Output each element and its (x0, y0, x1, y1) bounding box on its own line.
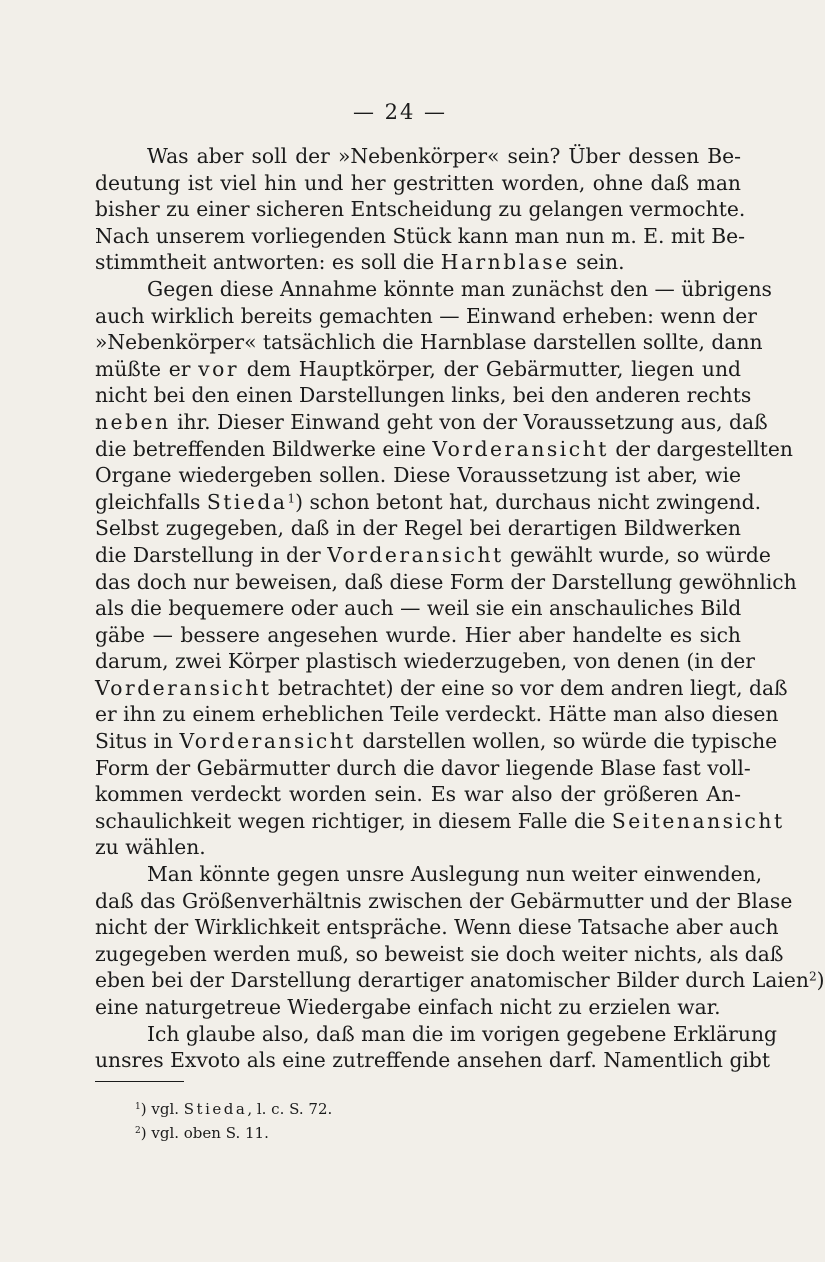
text-line: er ihn zu einem erheblichen Teile verdeckt. Hätte man also diesen (95, 702, 779, 727)
text-line: als die bequemere oder auch — weil sie ein anschauliches Bild (95, 596, 742, 621)
spaced-emphasis: Vorderansicht (179, 729, 356, 754)
spaced-emphasis: Seitenansicht (611, 808, 785, 833)
text-line: daß das Größenverhältnis zwischen der Gebärmutter und der Blase (95, 888, 793, 913)
text-line (95, 808, 785, 835)
text-line (95, 249, 741, 276)
text-line: gäbe — bessere angesehen wurde. Hier aber handelte es sich (95, 622, 741, 647)
spaced-emphasis: Stieda (183, 1100, 248, 1118)
text-line: Nach unserem vorliegenden Stück kann man nun m. E. mit Be- (95, 223, 746, 248)
text-line (95, 542, 771, 569)
page-number: — 24 — (352, 100, 448, 124)
text-line (95, 436, 793, 463)
text-line: nicht der Wirklichkeit entspräche. Wenn diese Tatsache aber auch (95, 915, 779, 940)
text-segment: die Darstellung in der (95, 542, 328, 567)
text-line: unsres Exvoto als eine zutreffende ansehen darf. Namentlich gibt (95, 1048, 771, 1073)
text-segment: »Nebenkörper« tatsächlich die Harnblase darstellen sollte, dann (95, 330, 763, 355)
text-line: gleichfalls Stieda$^1$) schon betont hat, durchaus nicht zwingend. (95, 489, 762, 514)
text-line: kommen verdeckt worden sein. Es war also der größeren An- (95, 782, 741, 807)
text-segment: eben bei der Darstellung derartiger anatomischer Bilder durch Laien (95, 968, 809, 993)
text-line (95, 728, 778, 755)
footnotes (135, 1097, 332, 1145)
text-segment: stimmtheit antworten: es soll die (95, 250, 441, 275)
spaced-emphasis: Vorderansicht (432, 436, 609, 461)
text-line (95, 675, 788, 702)
text-line: Organe wiedergeben sollen. Diese Voraussetzung ist aber, wie (95, 463, 741, 488)
spaced-emphasis: Stieda (206, 489, 288, 514)
body-text (95, 143, 825, 1074)
text-line (95, 409, 768, 436)
footnote-mark: 1 (135, 1102, 141, 1113)
text-segment: dem Hauptkörper, der Gebärmutter, liegen und (239, 356, 741, 381)
text-line: Gegen diese Annahme könnte man zunächst den — übrigens (147, 276, 772, 301)
text-segment: Situs in (95, 729, 180, 754)
text-line: deutung ist viel hin und her gestritten worden, ohne daß man (95, 170, 741, 195)
footnote-text: vgl. (146, 1100, 184, 1118)
text-line (95, 356, 741, 383)
text-segment: gewählt wurde, so würde (503, 542, 771, 567)
text-segment: gleichfalls (95, 489, 207, 514)
text-segment: die betreffenden Bildwerke eine (95, 436, 433, 461)
text-line: nicht bei den einen Darstellungen links, bei den anderen rechts (95, 383, 752, 408)
footnote: $^1$) vgl. Stieda, l. c. S. 72. (135, 1100, 333, 1118)
spaced-emphasis: vor (198, 356, 240, 381)
text-line: bisher zu einer sicheren Entscheidung zu gelangen vermochte. (95, 197, 746, 222)
text-segment: müßte er (95, 356, 199, 381)
spaced-emphasis: Vorderansicht (95, 675, 272, 700)
footnote-text: , l. c. S. 72. (247, 1100, 333, 1118)
text-segment: sein. (569, 250, 625, 275)
text-line: Selbst zugegeben, daß in der Regel bei derartigen Bildwerken (95, 516, 741, 541)
text-line: das doch nur beweisen, daß diese Form der Darstellung gewöhnlich (95, 569, 797, 594)
text-line: eine naturgetreue Wiedergabe einfach nicht zu erzielen war. (95, 995, 721, 1019)
footnote-mark: 2 (135, 1126, 141, 1137)
text-segment: der dargestellten (608, 436, 793, 461)
text-segment: schon betont hat, durchaus nicht zwingend. (303, 489, 762, 514)
text-line: zugegeben werden muß, so beweist sie doch weiter nichts, als daß (95, 941, 784, 966)
text-segment: darstellen wollen, so würde die typische (355, 729, 778, 754)
text-line: darum, zwei Körper plastisch wiederzugeben, von denen (in der (95, 649, 755, 674)
spaced-emphasis: Vorderansicht (327, 542, 504, 567)
footnote: $^2$) vgl. oben S. 11. (135, 1124, 269, 1142)
footnote-ref: 2 (808, 969, 817, 984)
text-line (95, 329, 763, 356)
text-line: Ich glaube also, daß man die im vorigen gegebene Erklärung (147, 1021, 777, 1046)
footnote-ref: 1 (287, 491, 296, 506)
text-segment: betrachtet) der eine so vor dem andren liegt, daß (271, 675, 788, 700)
text-segment: ihr. Dieser Einwand geht von der Voraussetzung aus, daß (170, 409, 768, 434)
text-line: Man könnte gegen unsre Auslegung nun weiter einwenden, (147, 862, 763, 887)
text-line: eben bei der Darstellung derartiger anatomischer Bilder durch Laien$^2$) (95, 968, 825, 993)
text-segment: schaulichkeit wegen richtiger, in diesem Falle die (95, 808, 612, 833)
text-line: auch wirklich bereits gemachten — Einwand erheben: wenn der (95, 303, 757, 328)
footnote-divider (95, 1081, 184, 1082)
text-line: zu wählen. (95, 835, 206, 860)
text-line: Was aber soll der »Nebenkörper« sein? Über dessen Be- (147, 144, 741, 168)
spaced-emphasis: neben (95, 409, 171, 434)
text-line: Form der Gebärmutter durch die davor liegende Blase fast voll- (95, 755, 751, 780)
footnote-text: vgl. oben S. 11. (146, 1124, 269, 1142)
spaced-emphasis: Harnblase (440, 250, 570, 275)
